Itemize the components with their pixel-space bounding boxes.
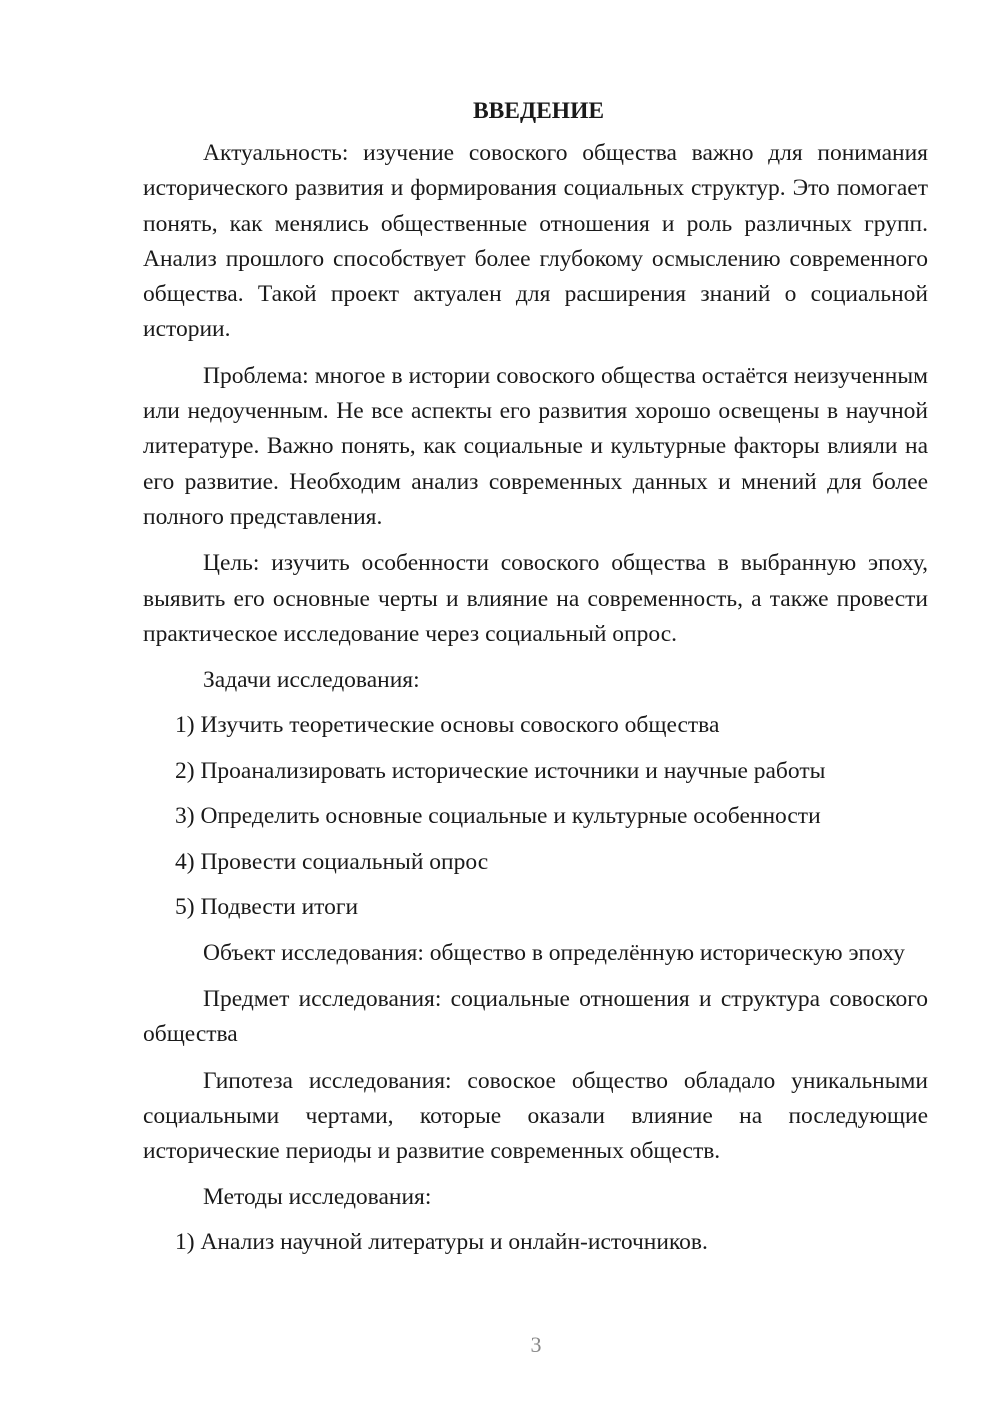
page-content — [143, 96, 928, 1271]
problem-paragraph: Проблема: многое в истории совоского общества остаётся неизученным или недоученным. Не все аспекты его развития хорошо освещены в научной литературе. Важно понять, как социальные и культурные факторы влияли на его развитие. Необходим анализ современных данных и мнений для более полного представления. — [143, 362, 928, 530]
object-paragraph: Объект исследования: общество в определённую историческую эпоху — [203, 939, 905, 966]
page-number: 3 — [530, 1332, 542, 1357]
task-item-3: 3) Определить основные социальные и культурные особенности — [175, 803, 821, 830]
goal-paragraph: Цель: изучить особенности совоского общества в выбранную эпоху, выявить его основные черты и влияние на современность, а также провести практическое исследование через социальный опрос. — [143, 550, 928, 647]
actuality-paragraph: Актуальность: изучение совоского общества важно для понимания исторического развития и формирования социальных структур. Это помогает понять, как менялись общественные отношения и роль различных групп. Анализ прошлого способствует более глубокому осмыслению современного общества. Такой проект актуален для расширения знаний о социальной истории. — [143, 140, 928, 343]
subject-paragraph: Предмет исследования: социальные отношения и структура совоского общества — [143, 985, 928, 1048]
task-item-1: 1) Изучить теоретические основы совоского общества — [175, 712, 720, 739]
task-item-5: 5) Подвести итоги — [175, 894, 359, 921]
tasks-heading: Задачи исследования: — [203, 667, 420, 694]
method-item-1: 1) Анализ научной литературы и онлайн-источников. — [175, 1229, 708, 1256]
methods-heading: Методы исследования: — [203, 1184, 432, 1211]
section-title: ВВЕДЕНИЕ — [472, 98, 605, 124]
task-item-2: 2) Проанализировать исторические источники и научные работы — [175, 757, 826, 784]
hypothesis-paragraph: Гипотеза исследования: совоское общество обладало уникальными социальными чертами, которые оказали влияние на последующие исторические периоды и развитие современных обществ. — [143, 1067, 928, 1165]
task-item-4: 4) Провести социальный опрос — [175, 848, 489, 875]
